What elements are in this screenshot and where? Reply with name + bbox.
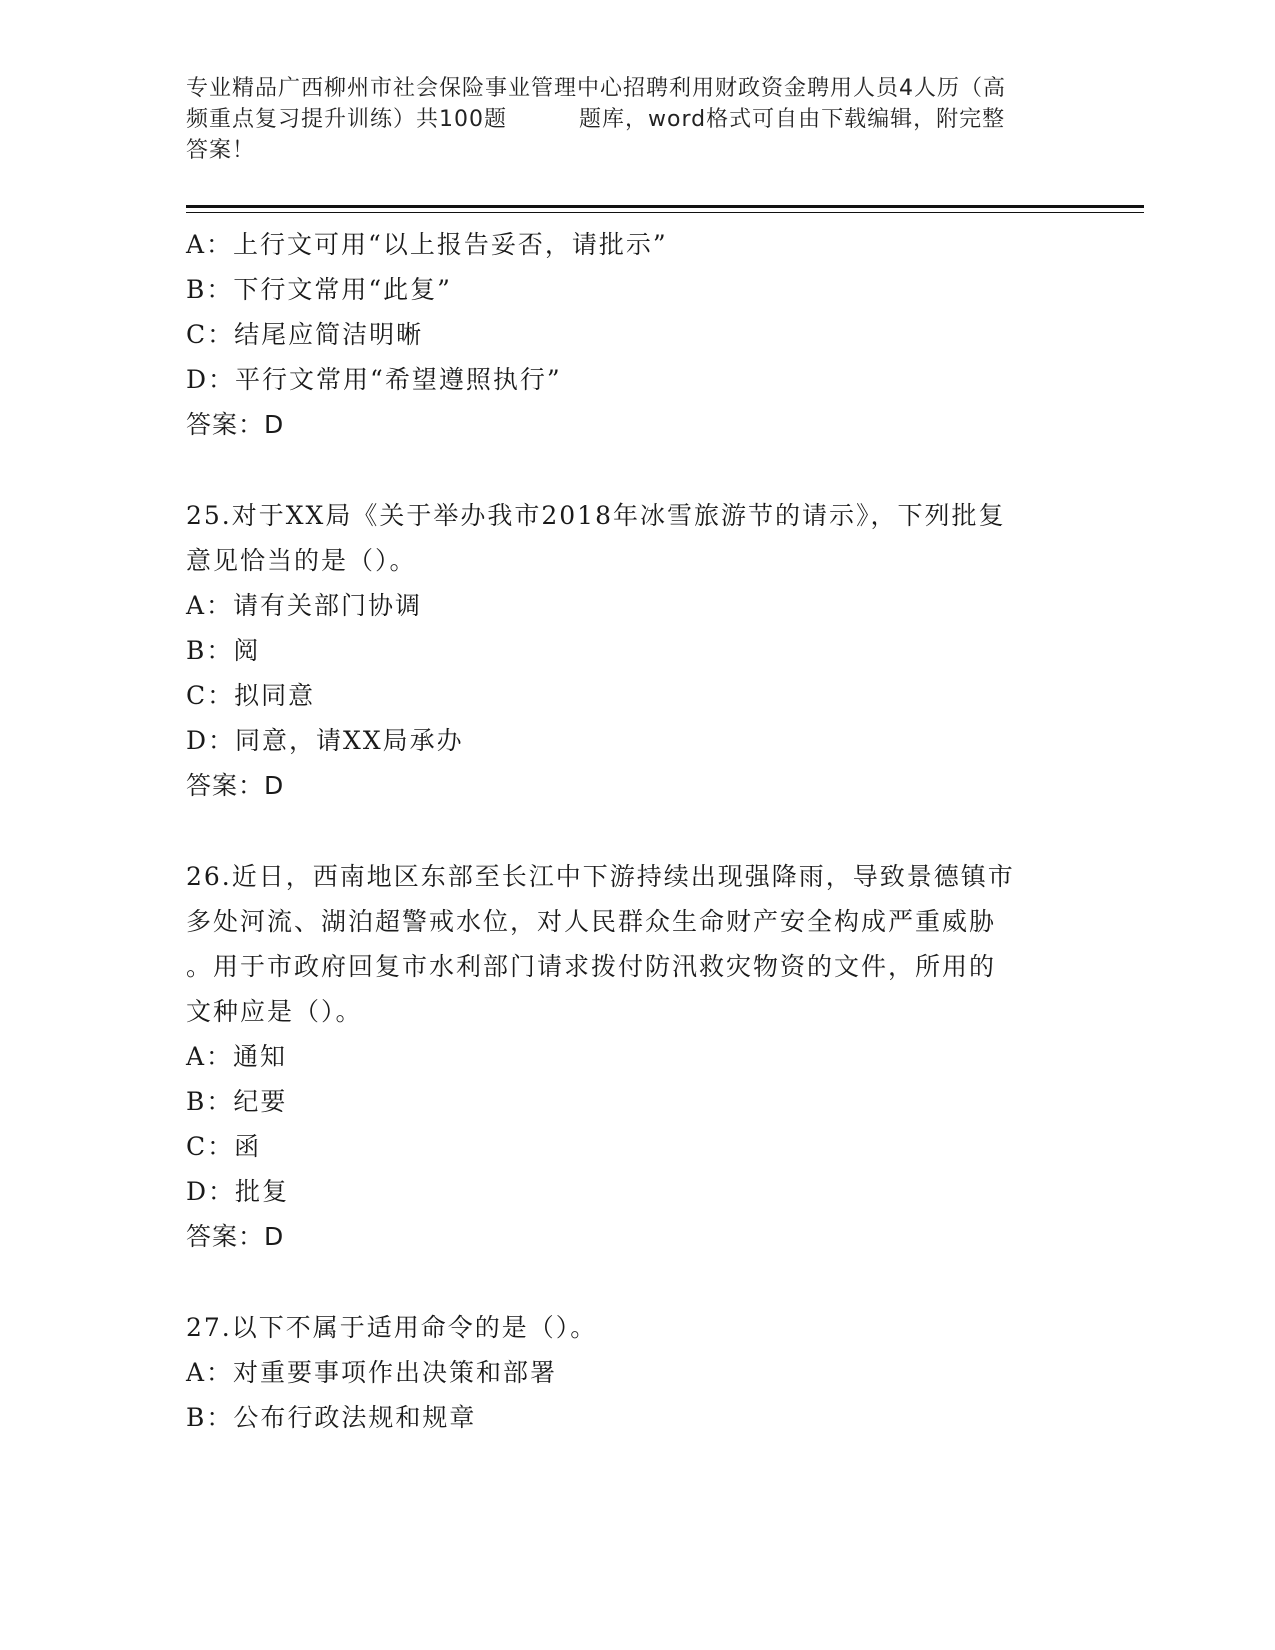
question-stem-line: 意见恰当的是（）。 (186, 546, 417, 575)
option-b: B：下行文常用“此复” (186, 275, 452, 304)
question-block-26 (186, 854, 1086, 1259)
question-stem-line: 多处河流、湖泊超警戒水位，对人民群众生命财产安全构成严重威胁 (186, 907, 997, 936)
option-d: D：同意，请XX局承办 (186, 726, 464, 755)
question-stem-line: 25.对于XX局《关于举办我市2018年冰雪旅游节的请示》，下列批复 (186, 501, 1006, 530)
header-divider-thick (186, 205, 1144, 208)
document-header (186, 73, 1086, 166)
option-c: C：结尾应简洁明晰 (186, 320, 424, 349)
option-d: D：批复 (186, 1177, 290, 1206)
answer-line: 答案：D (186, 410, 285, 439)
header-line-3: 答案！ (186, 138, 256, 163)
option-c: C：拟同意 (186, 681, 316, 710)
question-block-25 (186, 493, 1086, 808)
question-block-prev (186, 222, 1086, 447)
header-line-1: 专业精品广西柳州市社会保险事业管理中心招聘利用财政资金聘用人员4人历（高 (186, 76, 1006, 101)
header-line-2b: 题库，word格式可自由下载编辑，附完整 (579, 107, 1006, 132)
answer-line: 答案：D (186, 1222, 285, 1251)
question-block-27 (186, 1305, 1086, 1440)
option-b: B：公布行政法规和规章 (186, 1403, 477, 1432)
option-b: B：纪要 (186, 1087, 288, 1116)
header-line-2 (186, 104, 1086, 135)
header-divider-thin (186, 212, 1144, 213)
header-line-2a: 频重点复习提升训练）共100题 (186, 107, 507, 132)
option-b: B：阅 (186, 636, 261, 665)
option-a: A：请有关部门协调 (186, 591, 423, 620)
option-a: A：上行文可用“以上报告妥否，请批示” (186, 230, 668, 259)
question-content (186, 222, 1086, 1440)
question-stem-line: 26.近日，西南地区东部至长江中下游持续出现强降雨，导致景德镇市 (186, 862, 1015, 891)
question-stem-line: 27.以下不属于适用命令的是（）。 (186, 1313, 598, 1342)
option-d: D：平行文常用“希望遵照执行” (186, 365, 562, 394)
question-stem-line: 文种应是（）。 (186, 997, 363, 1026)
option-a: A：对重要事项作出决策和部署 (186, 1358, 558, 1387)
answer-line: 答案：D (186, 771, 285, 800)
option-c: C：函 (186, 1132, 262, 1161)
question-stem-line: 。用于市政府回复市水利部门请求拨付防汛救灾物资的文件，所用的 (186, 952, 997, 981)
option-a: A：通知 (186, 1042, 288, 1071)
